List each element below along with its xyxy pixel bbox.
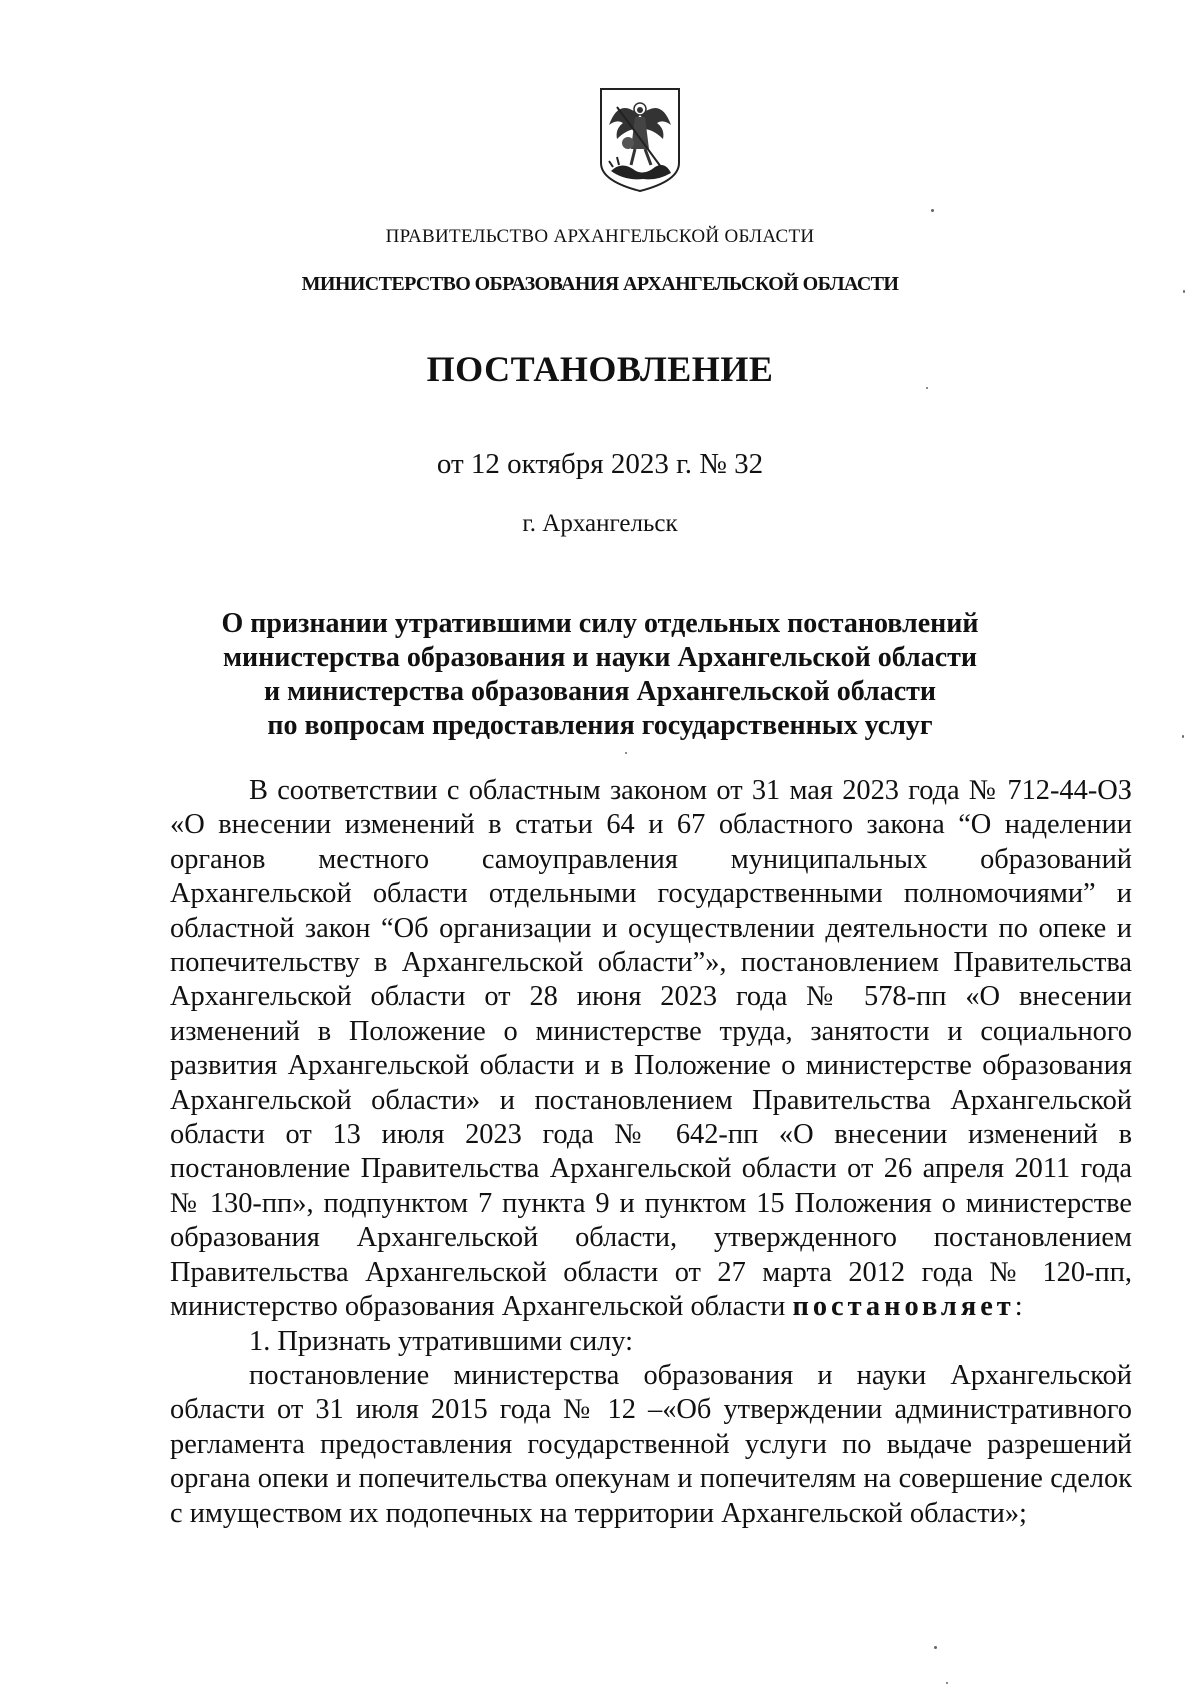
scan-speck bbox=[946, 1682, 948, 1684]
scan-speck bbox=[926, 387, 928, 389]
title-line: министерства образования и науки Архангельской области bbox=[222, 642, 978, 673]
government-name: ПРАВИТЕЛЬСТВО АРХАНГЕЛЬСКОЙ ОБЛАСТИ bbox=[385, 226, 815, 247]
document-type-heading: ПОСТАНОВЛЕНИЕ bbox=[426, 349, 774, 389]
title-line: по вопросам предоставления государственных услуг bbox=[267, 710, 933, 741]
item-1-heading: 1. Признать утратившими силу: bbox=[249, 1325, 634, 1357]
coat-of-arms-emblem bbox=[597, 85, 683, 195]
preamble-paragraph bbox=[170, 774, 1132, 1325]
decree-word: постановляет bbox=[792, 1291, 1015, 1323]
document-title bbox=[0, 607, 1200, 743]
document-body bbox=[170, 774, 1132, 1531]
scan-speck bbox=[1182, 735, 1184, 738]
title-line: и министерства образования Архангельской области bbox=[263, 676, 937, 707]
title-line: О признании утратившими силу отдельных постановлений bbox=[221, 608, 979, 639]
document-date-number: от 12 октября 2023 г. № 32 bbox=[436, 448, 764, 480]
decree-colon: : bbox=[1014, 1291, 1023, 1323]
scan-speck bbox=[1183, 290, 1185, 293]
scan-speck bbox=[934, 1646, 937, 1649]
scan-speck bbox=[625, 752, 627, 754]
ministry-name: МИНИСТЕРСТВО ОБРАЗОВАНИЯ АРХАНГЕЛЬСКОЙ ОБЛАСТИ bbox=[301, 273, 899, 295]
item-1-paragraph: постановление министерства образования и науки Архангельской области от 31 июля 2015 года № 12 –«Об утверждении административного регламента предоставления государственной услуги по выдаче разрешений органа опеки и попечительства опекунам и попечителям на совершение сделок с имуществом их подопечных на территории Архангельской области»; bbox=[170, 1359, 1132, 1529]
scan-speck bbox=[931, 209, 934, 212]
document-city: г. Архангельск bbox=[522, 510, 678, 537]
preamble-text: В соответствии с областным законом от 31 мая 2023 года № 712-44-ОЗ «О внесении изменений в статьи 64 и 67 областного закона “О наделении органов местного самоуправления муниципальных образований Архангельской области отдельными государственными полномочиями” и областной закон “Об организации и осуществлении деятельности по опеке и попечительству в Архангельской области”», постановлением Правительства Архангельской области от 28 июня 2023 года № 578-пп «О внесении изменений в Положение о министерстве труда, занятости и социального развития Архангельской области и в Положение о министерстве образования Архангельской области» и постановлением Правительства Архангельской области от 13 июля 2023 года № 642-пп «О внесении изменений в постановление Правительства Архангельской области от 26 апреля 2011 года № 130-пп», подпунктом 7 пункта 9 и пунктом 15 Положения о министерстве образования Архангельской области, утвержденного постановлением Правительства Архангельской области от 27 марта 2012 года № 120-пп, министерство образования Архангельской области bbox=[170, 775, 1132, 1323]
